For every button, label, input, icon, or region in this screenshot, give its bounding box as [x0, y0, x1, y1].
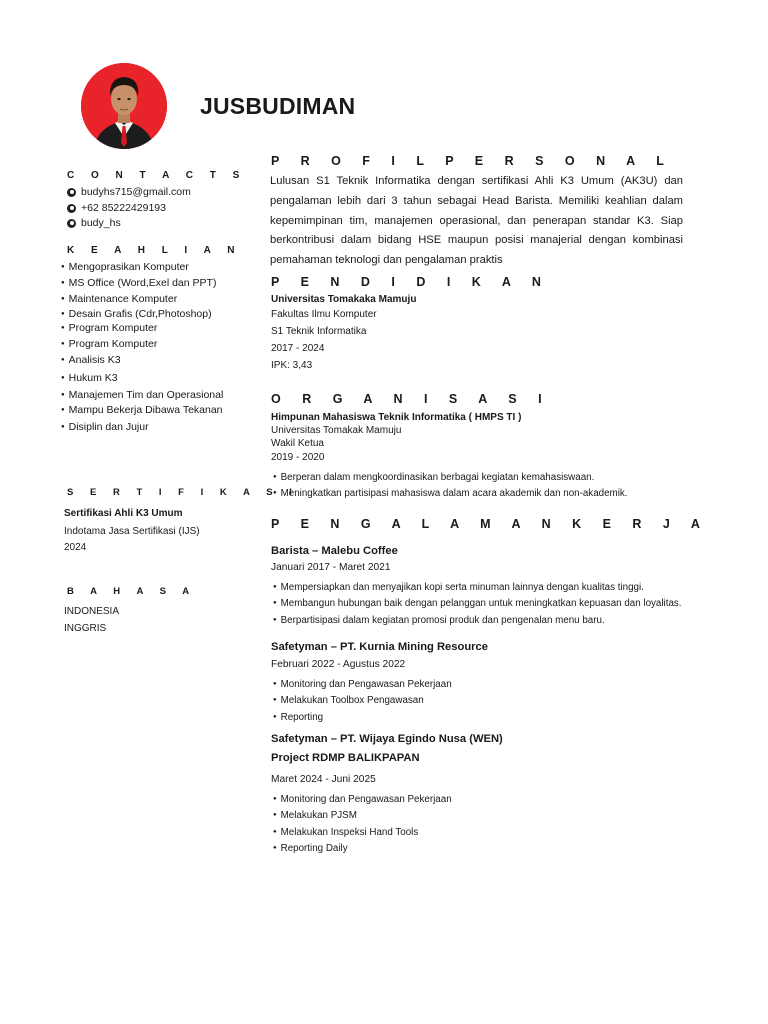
contacts-heading: C O N T A C T S — [67, 170, 247, 181]
contact-email-text: budyhs715@gmail.com — [81, 186, 191, 198]
skill-item: ● Program Komputer — [61, 338, 157, 351]
education-gpa: IPK: 3,43 — [271, 360, 313, 371]
list-item: ● Membangun hubungan baik dengan pelanggan untuk meningkatkan kepuasan dan loyalitas. — [273, 596, 682, 612]
skill-item: ● Mampu Bekerja Dibawa Tekanan — [61, 404, 223, 417]
contact-handle[interactable] — [67, 217, 121, 230]
organization-position: Wakil Ketua — [271, 438, 324, 449]
contact-phone[interactable] — [67, 202, 166, 215]
organization-years: 2019 - 2020 — [271, 452, 325, 463]
education-heading: P E N D I D I K A N — [271, 275, 550, 289]
list-item: ● Meningkatkan partisipasi mahasiswa dalam acara akademik dan non-akademik. — [273, 486, 628, 502]
list-item: ● Monitoring dan Pengawasan Pekerjaan — [273, 677, 452, 693]
list-item: ● Melakukan Toolbox Pengawasan — [273, 693, 452, 709]
job-bullets — [273, 677, 452, 726]
experience-heading: P E N G A L A M A N K E R J A — [271, 517, 709, 531]
list-item: ● Reporting — [273, 710, 452, 726]
contact-handle-text: budy_hs — [81, 217, 121, 229]
certification-name: Sertifikasi Ahli K3 Umum — [64, 508, 183, 519]
skill-item: ● Program Komputer — [61, 322, 157, 335]
skill-item: ● Manajemen Tim dan Operasional — [61, 389, 223, 402]
languages-heading: B A H A S A — [67, 586, 197, 597]
job-title: Safetyman – PT. Wijaya Egindo Nusa (WEN) — [271, 733, 503, 745]
certification-issuer: Indotama Jasa Sertifikasi (IJS) — [64, 526, 200, 537]
at-icon — [67, 188, 76, 197]
language-item: INGGRIS — [64, 623, 107, 634]
contact-phone-text: +62 85222429193 — [81, 202, 166, 214]
education-program: S1 Teknik Informatika — [271, 326, 367, 337]
list-item: ● Berpartisipasi dalam kegiatan promosi produk dan pengenalan menu baru. — [273, 613, 682, 629]
skill-item: ● Desain Grafis (Cdr,Photoshop) — [61, 308, 212, 321]
organization-bullets — [273, 470, 628, 503]
list-item: ● Reporting Daily — [273, 841, 452, 857]
education-school: Universitas Tomakaka Mamuju — [271, 294, 417, 305]
job-period: Februari 2022 - Agustus 2022 — [271, 659, 406, 670]
skill-item: ● Maintenance Komputer — [61, 293, 177, 306]
job-bullets — [273, 792, 452, 857]
certification-year: 2024 — [64, 542, 87, 553]
organization-university: Universitas Tomakak Mamuju — [271, 425, 402, 436]
organization-name: Himpunan Mahasiswa Teknik Informatika ( HMPS TI ) — [271, 412, 522, 423]
list-item: ● Monitoring dan Pengawasan Pekerjaan — [273, 792, 452, 808]
instagram-icon — [67, 219, 76, 228]
job-bullets — [273, 580, 682, 629]
language-item: INDONESIA — [64, 606, 120, 617]
profile-heading: P R O F I L P E R S O N A L — [271, 154, 673, 168]
organization-heading: O R G A N I S A S I — [271, 392, 551, 406]
job-period: Maret 2024 - Juni 2025 — [271, 774, 376, 785]
profile-photo — [81, 63, 167, 149]
skill-item: ● Hukum K3 — [61, 372, 118, 385]
skill-item: ● Analisis K3 — [61, 354, 121, 367]
list-item: ● Melakukan PJSM — [273, 808, 452, 824]
list-item: ● Berperan dalam mengkoordinasikan berbagai kegiatan kemahasiswaan. — [273, 470, 628, 486]
job-project: Project RDMP BALIKPAPAN — [271, 752, 420, 764]
whatsapp-icon — [67, 204, 76, 213]
skills-heading: K E A H L I A N — [67, 245, 242, 256]
job-title: Barista – Malebu Coffee — [271, 545, 398, 557]
person-icon — [81, 63, 167, 149]
skill-item: ● Mengoprasikan Komputer — [61, 261, 189, 274]
contact-email[interactable] — [67, 186, 191, 199]
profile-summary: Lulusan S1 Teknik Informatika dengan sertifikasi Ahli K3 Umum (AK3U) dan pengalaman lebih dari 3 tahun sebagai Head Barista. Memiliki keahlian dalam kepemimpinan tim, manajemen operasional, dan penerapan standar K3. Siap berkontribusi dalam bidang HSE maupun posisi manajerial dengan kombinasi pemahaman teknologi dan pengalaman praktis — [270, 175, 683, 267]
person-name: JUSBUDIMAN — [200, 93, 356, 119]
job-period: Januari 2017 - Maret 2021 — [271, 562, 391, 573]
skill-item: ● MS Office (Word,Exel dan PPT) — [61, 277, 216, 290]
education-years: 2017 - 2024 — [271, 343, 325, 354]
list-item: ● Melakukan Inspeksi Hand Tools — [273, 825, 452, 841]
education-faculty: Fakultas Ilmu Komputer — [271, 309, 377, 320]
list-item: ● Mempersiapkan dan menyajikan kopi serta minuman lainnya dengan kualitas tinggi. — [273, 580, 682, 596]
skill-item: ● Disiplin dan Jujur — [61, 421, 149, 434]
certification-heading: S E R T I F I K A S I — [67, 487, 299, 498]
job-title: Safetyman – PT. Kurnia Mining Resource — [271, 641, 488, 653]
